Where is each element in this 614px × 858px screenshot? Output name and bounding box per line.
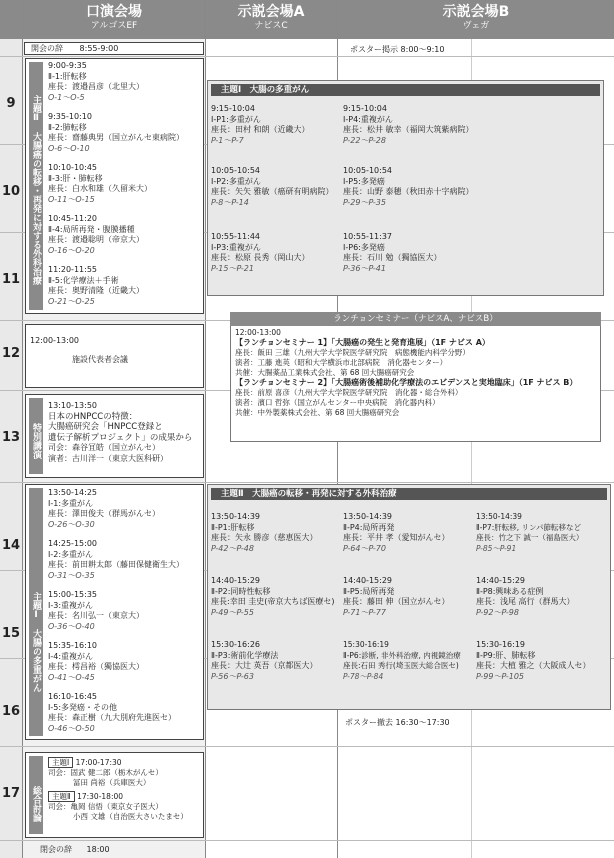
session-range: P-99～P-105 (476, 671, 524, 681)
luncheon-s1-speaker: 演者：工藤 進英（昭和大学横浜市北部病院 消化器センター） (235, 358, 448, 367)
hour-label-16: 16 (2, 704, 21, 719)
closing-time: 18:00 (86, 845, 110, 854)
session-range: O-16～O-20 (48, 245, 95, 255)
session-time: 15:30-16:26 (211, 640, 260, 649)
session-chair: 座長：山野 泰穂（秋田赤十字病院） (343, 187, 474, 196)
session-title: Ⅰ-P6:多発癌 (343, 242, 385, 252)
session-time: 15:35-16:10 (48, 641, 97, 650)
poster-session-I-P4 (343, 104, 474, 146)
session-range: O-46～O-50 (48, 723, 95, 733)
hour-line (0, 482, 614, 483)
session-chair: 座長：竹之下 誠一（福島医大） (476, 533, 584, 542)
session-chair: 座長：田村 和朗（近畿大） (211, 125, 310, 134)
session-chair: 座長：矢永 勝彦（慈恵医大） (211, 533, 318, 542)
session-chair: 座長：矢矢 雅敏（癌研有明病院） (211, 187, 334, 196)
session-range: O-11～O-15 (48, 194, 95, 204)
hour-label-10: 10 (2, 184, 21, 199)
session-title: Ⅱ-5:化学療法＋手術 (48, 275, 119, 285)
session-range: P-49～P-55 (211, 607, 254, 617)
header-oral-sub: アルゴスEF (90, 21, 138, 31)
poster-session-II-P6 (343, 640, 461, 682)
session-range: O-36～O-40 (48, 621, 95, 631)
session-range: P-78～P-84 (343, 671, 384, 681)
opening-box (24, 42, 204, 55)
session-time: 15:30-16:19 (343, 640, 389, 649)
session-time: 10:45-11:20 (48, 214, 97, 223)
poster-session-II-P2 (211, 576, 334, 618)
luncheon-s1-chair: 座長：飯田 三雄（九州大学大学院医学研究院 病態機能内科学分野） (235, 348, 470, 357)
header-poster-a-sub: ナビスC (254, 21, 288, 31)
poster-session-II-P1 (211, 512, 318, 554)
oral-session-II-2 (48, 112, 184, 154)
session-chair: 座長：大植 雅之（大阪成人セ） (476, 661, 591, 670)
poster-session-II-P9 (476, 640, 591, 682)
hour-label-12: 12 (2, 346, 21, 361)
session-title: Ⅱ-P6:診断, 非外科治療, 内視鏡治療 (343, 650, 461, 660)
session-range: P-64～P-70 (343, 543, 386, 553)
session-chair: 座長：渡邉昌彦（北里大） (48, 82, 144, 91)
oral-session-I-3 (48, 590, 144, 632)
session-chair: 座長：平井 孝（愛知がんセ） (343, 533, 450, 542)
session-time: 9:00-9:35 (48, 61, 87, 70)
session-time: 14:40-15:29 (476, 576, 525, 585)
oral-session-II-5 (48, 265, 144, 307)
oral-session-I-2 (48, 539, 184, 581)
session-time: 14:40-15:29 (343, 576, 392, 585)
poster-session-I-P5 (343, 166, 474, 208)
poster-session-II-P3 (211, 640, 318, 682)
session-title: Ⅱ-P2:同時性転移 (211, 586, 271, 596)
header-oral-title: 口演会場 (86, 4, 142, 20)
poster-session-I-P6 (343, 232, 442, 274)
session-title: Ⅱ-1:肝転移 (48, 71, 87, 81)
summary-time2: 17:30-18:00 (77, 792, 124, 801)
session-chair: 座長：奥野清隆（近畿大） (48, 286, 144, 295)
session-range: O-31～O-35 (48, 570, 95, 580)
session-title: Ⅱ-2:肺転移 (48, 122, 87, 132)
poster-pm-bar: 主題Ⅱ 大腸癌の転移・再発に対する外科治療 (211, 488, 607, 500)
poster-session-II-P8 (476, 576, 575, 618)
session-time: 10:10-10:45 (48, 163, 97, 172)
session-title: Ⅰ-P4:重複がん (343, 114, 393, 124)
session-range: P-36～P-41 (343, 263, 386, 273)
luncheon-s2-speaker: 演者：濱口 哲弥（国立がんセンター中央病院 消化器内科） (235, 398, 440, 407)
session-title: Ⅱ-4:局所再発・腹膜播種 (48, 224, 135, 234)
oral-session-II-3 (48, 163, 152, 205)
session-range: O-1～O-5 (48, 92, 85, 102)
session-time: 13:50-14:39 (476, 512, 522, 521)
col-divider (22, 0, 23, 858)
session-time: 13:50-14:25 (48, 488, 97, 497)
session-time: 10:55-11:44 (211, 232, 260, 241)
luncheon-s2-title: 【ランチョンセミナー 2】「大腸癌術後補助化学療法のエビデンスと実地臨床」（1F ナビス B） (235, 378, 578, 387)
hour-label-11: 11 (2, 272, 21, 287)
luncheon-bar: ランチョンセミナー（ナビスA、ナビスB） (230, 312, 601, 326)
session-time: 10:05-10:54 (343, 166, 392, 175)
session-title: Ⅰ-1:多重がん (48, 498, 94, 508)
luncheon-content (235, 328, 599, 418)
hour-label-9: 9 (6, 96, 16, 111)
session-title: Ⅱ-P8:興味ある症例 (476, 586, 544, 596)
session-chair: 座長：樗昌裕（獨協医大） (48, 662, 144, 671)
session-time: 10:05-10:54 (211, 166, 260, 175)
special-lecture (48, 401, 192, 464)
header-poster-b (338, 0, 614, 39)
session-range: P-8～P-14 (211, 197, 249, 207)
hour-line (0, 840, 614, 841)
poster-session-II-P5 (343, 576, 450, 618)
summary-vertical-label: 総合討論 (29, 756, 43, 834)
luncheon-s2-chair: 座長：前原 喜彦（九州大学大学院医学研究院 消化器・総合外科） (235, 388, 463, 397)
session-time: 13:50-14:39 (211, 512, 260, 521)
header-oral (24, 0, 204, 39)
summary-tag2: 主題Ⅱ (48, 791, 75, 802)
header-poster-a-title: 示説会場A (237, 4, 305, 20)
poster-session-I-P1 (211, 104, 310, 146)
session-chair: 座長：白水和雄（久留米大） (48, 184, 152, 193)
oral-session-I-5 (48, 692, 176, 734)
session-range: O-6～O-10 (48, 143, 90, 153)
session-chair: 座長：石川 勉（獨協医大） (343, 253, 442, 262)
session-title: Ⅱ-P3:術前化学療法 (211, 650, 279, 660)
session-range: P-85～P-91 (476, 543, 517, 553)
session-time: 9:15-10:04 (343, 104, 387, 113)
special-chair: 司会：森谷冝皓（国立がんセ） (48, 443, 160, 452)
session-title: Ⅱ-P9:肝、肺転移 (476, 650, 536, 660)
poster-session-II-P4 (343, 512, 450, 554)
session-chair: 座長：齋藤典男（国立がんセ東病院） (48, 133, 184, 142)
oral-session-II-1 (48, 61, 144, 103)
session-range: P-71～P-77 (343, 607, 386, 617)
session-time: 15:00-15:35 (48, 590, 97, 599)
session-chair: 座長：森正樹（九大別府先進医セ） (48, 713, 176, 722)
luncheon-s2-sponsor: 共催：中外製薬株式会社、第 68 回大腸癌研究会 (235, 408, 400, 417)
session-time: 14:25-15:00 (48, 539, 97, 548)
session-title: Ⅰ-4:重複がん (48, 651, 94, 661)
session-time: 10:55-11:37 (343, 232, 392, 241)
session-time: 11:20-11:55 (48, 265, 97, 274)
poster-post-note: ポスター掲示 8:00～9:10 (350, 45, 445, 54)
session-title: Ⅱ-P7:肝転移, リンパ節転移など (476, 522, 581, 532)
poster-session-I-P2 (211, 166, 334, 208)
session-chair: 座長：名川弘一（東京大） (48, 611, 144, 620)
col-divider (205, 0, 206, 858)
luncheon-s1-sponsor: 共催：大腸薬品工業株式会社、第 68 回大腸癌研究会 (235, 368, 415, 377)
theme1-vertical-label: 主題Ⅰ 大腸の多重がん (29, 488, 43, 736)
session-range: O-21～O-25 (48, 296, 95, 306)
luncheon-s1-title: 【ランチョンセミナー 1】「大腸癌の発生と発育進展」（1F ナビス A） (235, 338, 490, 347)
theme2-vertical-label: 主題Ⅱ 大腸癌の転移・再発に対する外科治療 (29, 62, 43, 310)
session-time: 15:30-16:19 (476, 640, 525, 649)
session-time: 16:10-16:45 (48, 692, 97, 701)
lunch-oral-title: 施設代表者会議 (72, 355, 128, 364)
session-title: Ⅰ-P1:多重がん (211, 114, 261, 124)
hour-line (0, 56, 614, 57)
summary-chair2b: 小西 文雄（自治医大さいたまセ） (73, 812, 188, 821)
session-chair: 座長：藤田 伸（国立がんセ） (343, 597, 450, 606)
session-range: P-29～P-35 (343, 197, 386, 207)
luncheon-time: 12:00-13:00 (235, 328, 281, 337)
header-poster-b-title: 示説会場B (442, 4, 510, 20)
special-vertical-label: 特別講演 (29, 398, 43, 474)
summary-tag1: 主題Ⅰ (48, 757, 73, 768)
hour-label-15: 15 (2, 626, 21, 641)
summary-chair1a: 司会：固武 健二郎（栃木がんセ） (48, 768, 163, 777)
session-range: P-15～P-21 (211, 263, 254, 273)
session-chair: 座長：浅尾 高行（群馬大） (476, 597, 575, 606)
session-chair: 座長:幸田 圭史(帝京大ちば医療セ) (211, 597, 335, 606)
session-chair: 座長：松原 長秀（岡山大） (211, 253, 310, 262)
special-time: 13:10-13:50 (48, 401, 97, 410)
session-range: P-42～P-48 (211, 543, 254, 553)
session-title: Ⅰ-3:重複がん (48, 600, 94, 610)
hour-line (0, 746, 614, 747)
session-title: Ⅰ-P5:多発癌 (343, 176, 385, 186)
hour-column (0, 39, 22, 858)
oral-session-I-4 (48, 641, 144, 683)
hour-label-17: 17 (2, 786, 21, 801)
session-range: P-22～P-28 (343, 135, 386, 145)
session-chair: 座長：松井 敏幸（福岡大筑紫病院） (343, 125, 474, 134)
session-title: Ⅱ-P1:肝転移 (211, 522, 255, 532)
session-chair: 座長：渡邉聡明（帝京大） (48, 235, 144, 244)
special-speaker: 演者：古川洋一（東京大医科研） (48, 453, 168, 463)
hour-label-14: 14 (2, 538, 21, 553)
opening-label: 開会の辞 (31, 44, 63, 53)
session-title: Ⅰ-5:多発癌・その他 (48, 702, 118, 712)
summary-chair1b: 冨田 尚裕（兵庫医大） (73, 778, 151, 787)
poster-am-bar: 主題Ⅰ 大腸の多重がん (211, 84, 600, 96)
lunch-oral-time: 12:00-13:00 (30, 336, 79, 345)
session-title: Ⅰ-P3:重複がん (211, 242, 261, 252)
header-poster-a (205, 0, 337, 39)
special-title-line: 遺伝子解析プロジェクト」の成果から (48, 432, 193, 443)
session-title: Ⅱ-P4:局所再発 (343, 522, 395, 532)
session-time: 13:50-14:39 (343, 512, 392, 521)
session-range: O-26～O-30 (48, 519, 95, 529)
session-chair: 座長:石田 秀行(埼玉医大総合医セ) (343, 661, 459, 670)
session-chair: 座長：大辻 英吾（京都医大） (211, 661, 318, 670)
opening-time: 8:55-9:00 (79, 44, 119, 53)
session-range: P-1～P-7 (211, 135, 244, 145)
session-title: Ⅰ-2:多重がん (48, 549, 94, 559)
session-time: 9:15-10:04 (211, 104, 255, 113)
poster-session-II-P7 (476, 512, 583, 554)
header-poster-b-sub: ヴェガ (462, 21, 490, 31)
session-title: Ⅰ-P2:多重がん (211, 176, 261, 186)
poster-session-I-P3 (211, 232, 310, 274)
special-title-line: 日本のHNPCCの特徴： (48, 411, 138, 422)
session-chair: 座長：澤田俊夫（群馬がんセ） (48, 509, 160, 518)
oral-session-I-1 (48, 488, 160, 530)
session-range: P-92～P-98 (476, 607, 519, 617)
session-time: 14:40-15:29 (211, 576, 260, 585)
summary-chair2a: 司会：亀岡 信悟（東京女子医大） (48, 802, 163, 811)
summary-time1: 17:00-17:30 (75, 758, 122, 767)
session-range: O-41～O-45 (48, 672, 95, 682)
special-title-line: 大腸癌研究会「HNPCC登録と (48, 422, 163, 432)
session-title: Ⅱ-P5:局所再発 (343, 586, 395, 596)
closing-box (40, 845, 110, 856)
session-range: P-56～P-63 (211, 671, 254, 681)
oral-session-II-4 (48, 214, 144, 256)
session-chair: 座長：前田耕太郎（藤田保健衛生大） (48, 560, 184, 569)
poster-remove-note: ポスター撤去 16:30～17:30 (345, 718, 450, 727)
session-title: Ⅱ-3:肝・肺転移 (48, 173, 103, 183)
summary-content (48, 757, 202, 822)
closing-label: 閉会の辞 (40, 845, 72, 854)
hour-label-13: 13 (2, 430, 21, 445)
session-time: 9:35-10:10 (48, 112, 92, 121)
